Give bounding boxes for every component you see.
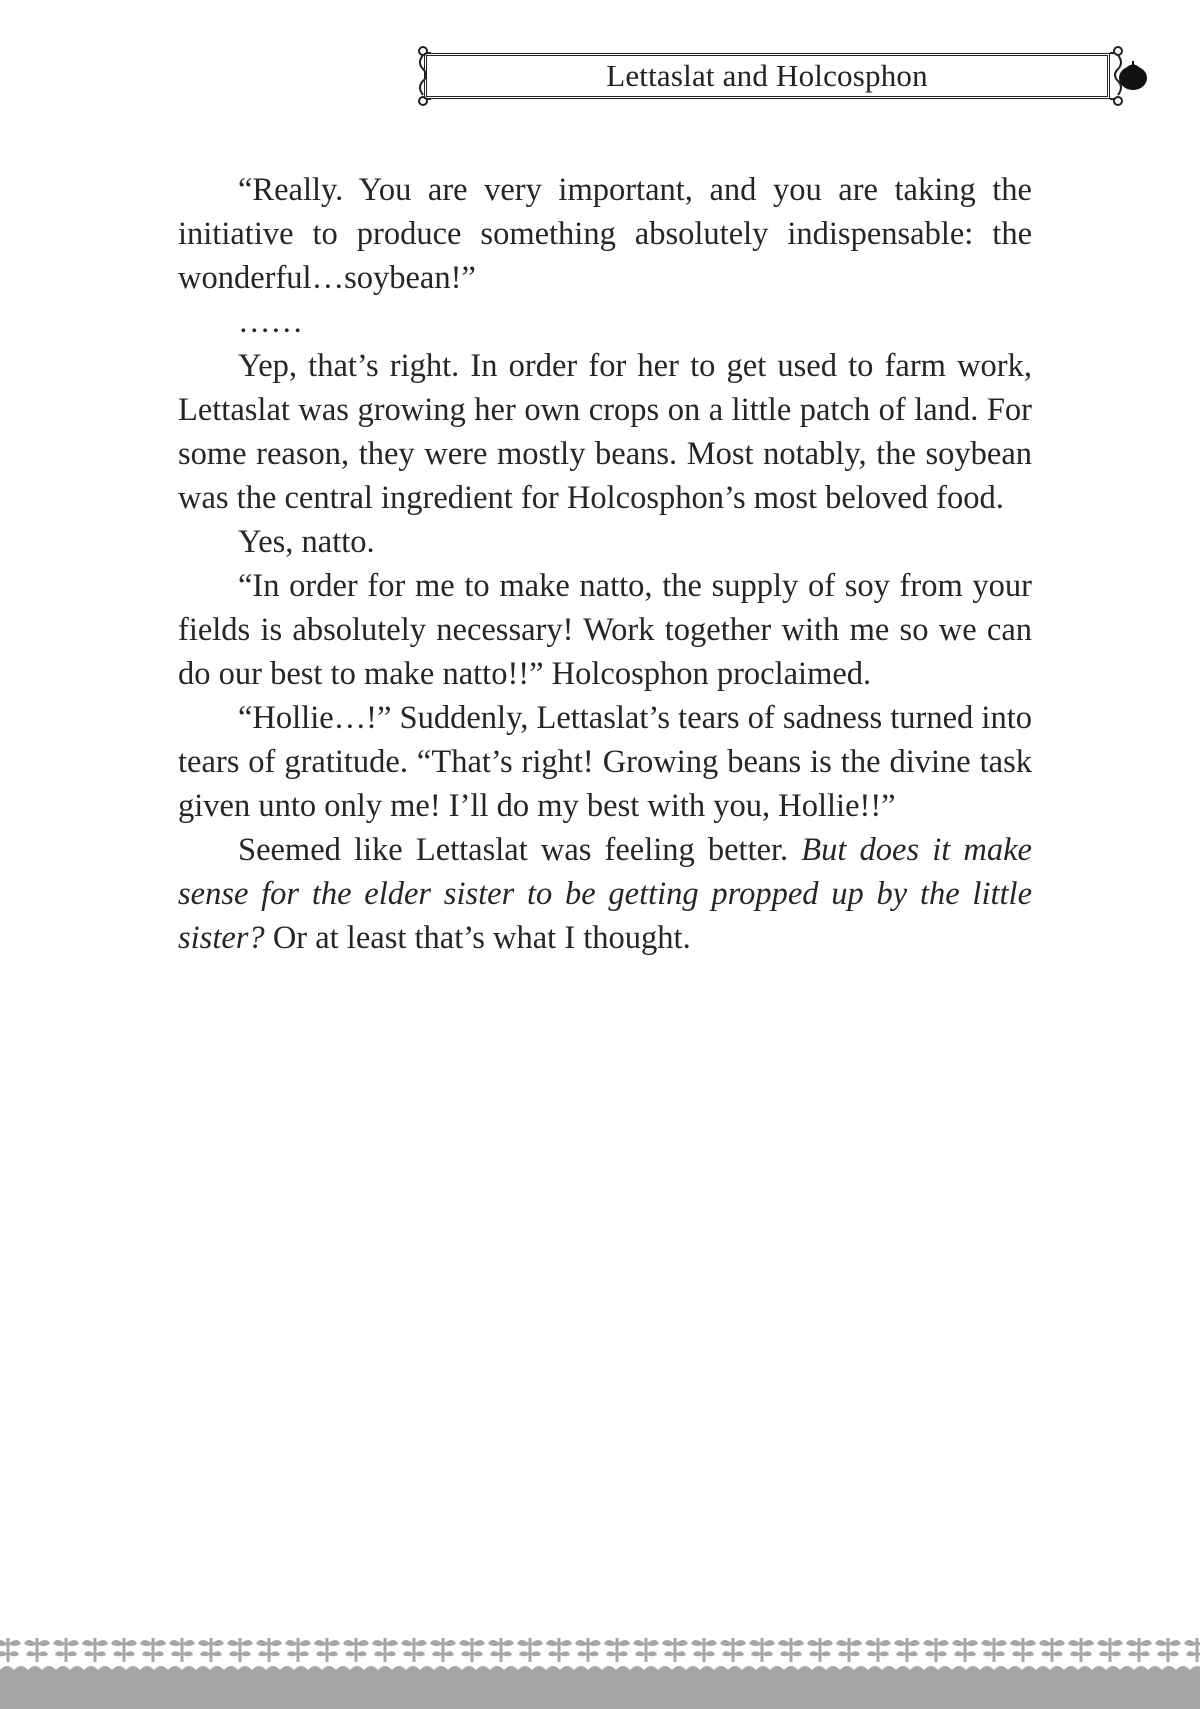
sprout-icon	[1068, 1638, 1094, 1662]
sprout-icon	[981, 1638, 1007, 1662]
paragraph	[178, 168, 1032, 300]
sprout-icon	[256, 1638, 282, 1662]
sprout-icon	[53, 1638, 79, 1662]
paragraph-text: Yep, that’s right. In order for her to get used to farm work, Lettaslat was growing her own crops on a little patch of land. For some reason, they were mostly beans. Most notably, the soybean was the central ingredient for Holcosphon’s most beloved food.	[178, 348, 1032, 516]
sprout-icon	[778, 1638, 804, 1662]
sprout-icon	[894, 1638, 920, 1662]
sprout-icon	[749, 1638, 775, 1662]
sprout-icon	[604, 1638, 630, 1662]
sprout-icon	[1039, 1638, 1065, 1662]
body-text	[178, 168, 1032, 960]
tomato-icon	[1117, 60, 1149, 92]
paragraph-text: Seemed like Lettaslat was feeling better.	[238, 832, 802, 868]
sprout-icon	[430, 1638, 456, 1662]
sprout-icon	[1184, 1638, 1200, 1662]
paragraph	[178, 564, 1032, 696]
sprout-icon	[24, 1638, 50, 1662]
paragraph-text: “Hollie…!” Suddenly, Lettaslat’s tears of sadness turned into tears of gratitude. “That’s right! Growing beans is the divine task given unto only me! I’ll do my best with you, Hollie!!”	[178, 700, 1032, 824]
running-header	[412, 45, 1118, 107]
paragraph	[178, 520, 1032, 564]
sprout-icon	[1097, 1638, 1123, 1662]
sprout-icon	[1126, 1638, 1152, 1662]
paragraph	[178, 344, 1032, 520]
paragraph-text: Yes, natto.	[238, 524, 375, 560]
paragraph	[178, 828, 1032, 960]
sprout-icon	[865, 1638, 891, 1662]
sprout-icon	[575, 1638, 601, 1662]
sprout-icon	[0, 1638, 21, 1662]
sprout-icon	[1010, 1638, 1036, 1662]
sprout-icon	[952, 1638, 978, 1662]
italic-text: But does it make sense for the elder sister to be getting propped up by the little sister?	[178, 832, 1032, 956]
sprout-icon	[82, 1638, 108, 1662]
sprout-icon	[488, 1638, 514, 1662]
sprout-icon	[111, 1638, 137, 1662]
sprout-icon	[227, 1638, 253, 1662]
sprout-icon	[807, 1638, 833, 1662]
paragraph	[178, 696, 1032, 828]
sprout-icon	[140, 1638, 166, 1662]
sprout-icon	[1155, 1638, 1181, 1662]
sprout-icon	[314, 1638, 340, 1662]
sprout-icon	[923, 1638, 949, 1662]
sprout-icon	[691, 1638, 717, 1662]
paragraph-text: ……	[238, 304, 303, 340]
paragraph-text: “Really. You are very important, and you are taking the initiative to produce something absolutely indispensable: the wonderful…soybean!”	[178, 172, 1032, 296]
sprout-icon	[343, 1638, 369, 1662]
sprout-icon	[169, 1638, 195, 1662]
sprout-icon	[633, 1638, 659, 1662]
paragraph	[178, 300, 1032, 344]
sprout-icon	[401, 1638, 427, 1662]
sprout-icon	[459, 1638, 485, 1662]
sprout-icon	[662, 1638, 688, 1662]
sprout-icon	[836, 1638, 862, 1662]
page-title: Lettaslat and Holcosphon	[606, 58, 928, 93]
sprout-icon	[198, 1638, 224, 1662]
paragraph-text: “In order for me to make natto, the supply of soy from your fields is absolutely necessary! Work together with me so we can do our best to make natto!!” Holcosphon proclaimed.	[178, 568, 1032, 692]
sprout-icon	[517, 1638, 543, 1662]
sprout-icon	[285, 1638, 311, 1662]
sprout-icon	[546, 1638, 572, 1662]
sprout-icon	[720, 1638, 746, 1662]
paragraph-text: Or at least that’s what I thought.	[264, 920, 691, 956]
sprout-icon	[372, 1638, 398, 1662]
sprout-border-icon	[0, 1600, 1200, 1709]
